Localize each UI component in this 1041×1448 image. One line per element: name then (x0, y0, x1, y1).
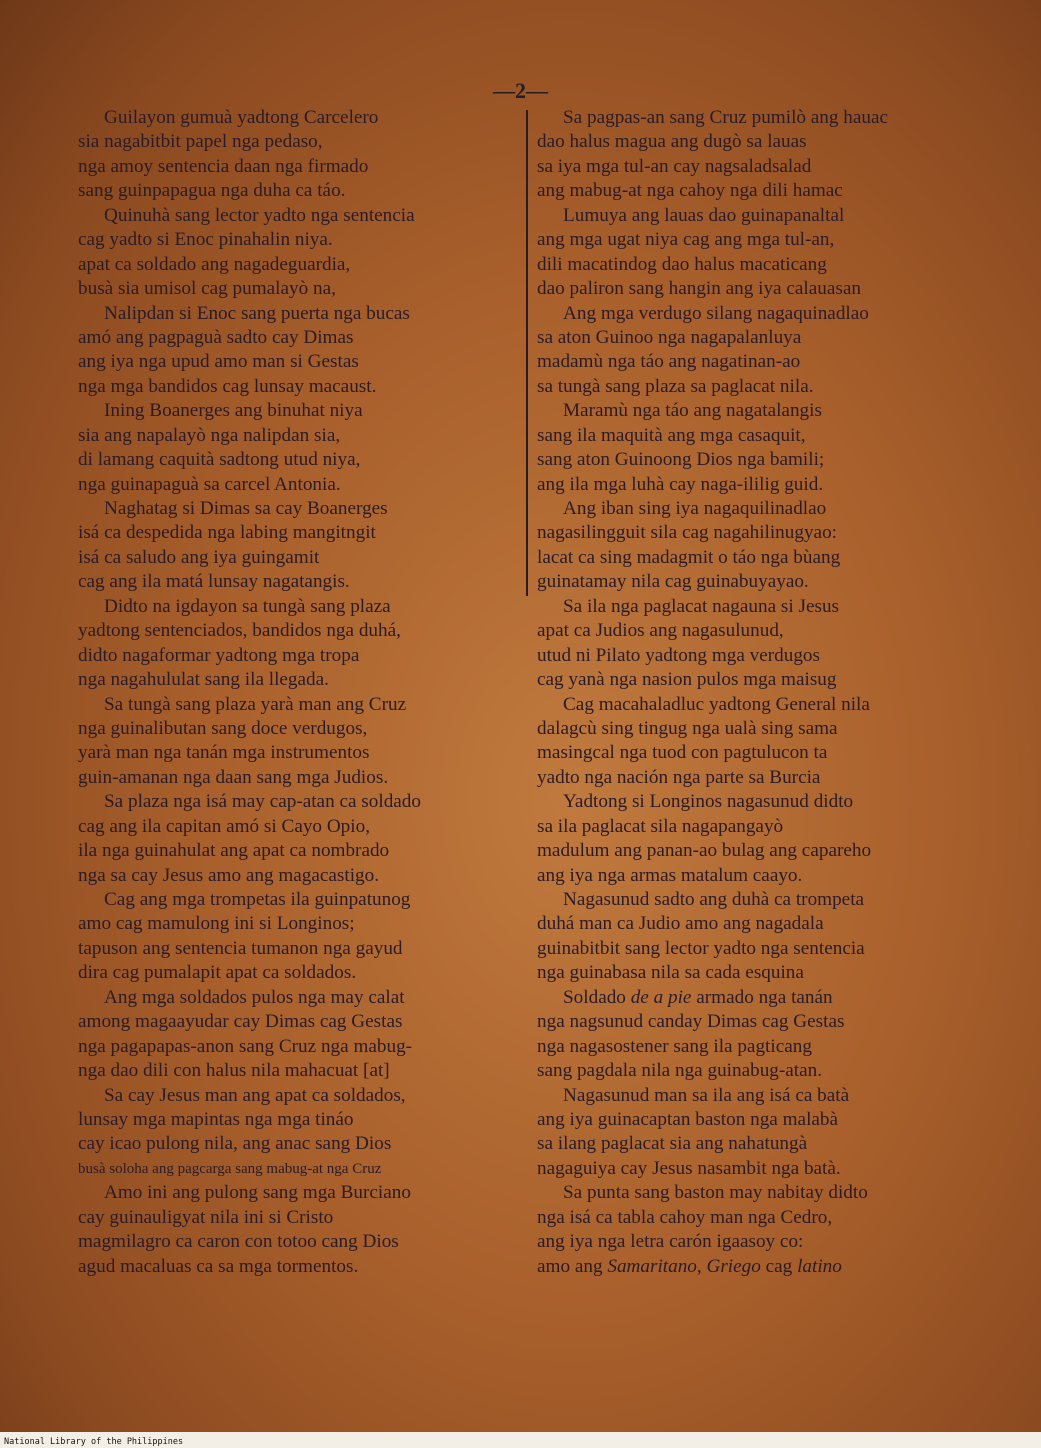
column-divider (526, 110, 528, 596)
text-line: Nagasunud man sa ila ang isá ca batà (563, 1084, 850, 1106)
text-line: nga nagahululat sang ila llegada. (78, 669, 329, 691)
text-line: utud ni Pilato yadtong mga verdugos (537, 644, 820, 666)
text-line: ang iya nga letra carón igaasoy co: (537, 1231, 804, 1253)
text-line: nga nagasostener sang ila pagticang (537, 1035, 812, 1057)
text-line: madulum ang panan-ao bulag ang capareho (537, 840, 872, 862)
text-line: cag ang ila capitan amó si Cayo Opio, (78, 815, 370, 837)
text-line: apat ca Judios ang nagasulunud, (537, 620, 784, 642)
text-line: agud macaluas ca sa mga tormentos. (78, 1255, 359, 1277)
text-line: yarà man nga tanán mga instrumentos (78, 742, 370, 764)
text-line: Ang iban sing iya nagaquilinadlao (563, 498, 827, 519)
text-line: sang guinpapagua nga duha ca táo. (78, 180, 346, 202)
text-line: Quinuhà sang lector yadto nga sentencia (104, 204, 415, 226)
left-column (78, 106, 523, 1279)
text-line: ang ila mga luhà cay naga-ililig guid. (537, 473, 824, 495)
text-line: guinabitbit sang lector yadto nga sentencia (537, 937, 865, 959)
text-line: nga nagsunud canday Dimas cag Gestas (537, 1011, 845, 1033)
text-line: sa aton Guinoo nga nagapalanluya (537, 326, 802, 348)
text-line: Ang mga soldados pulos nga may calat (104, 986, 405, 1008)
page-number: —2— (493, 78, 548, 103)
text-line: nagaguiya cay Jesus nasambit nga batà. (537, 1157, 841, 1179)
text-line: Nagasunud sadto ang duhà ca trompeta (563, 889, 865, 910)
text-line: cag yanà nga nasion pulos mga maisug (537, 669, 837, 691)
text-line: nga dao dili con halus nila mahacuat [at] (78, 1060, 390, 1082)
text-line: Sa plaza nga isá may cap-atan ca soldado (104, 791, 421, 813)
text-line: Soldado de a pie armado nga tanán (563, 986, 833, 1008)
text-line: amo cag mamulong ini si Longinos; (78, 913, 355, 935)
text-line: cay guinauligyat nila ini si Cristo (78, 1206, 334, 1228)
text-line: lacat ca sing madagmit o táo nga bùang (537, 546, 841, 568)
library-footer: National Library of the Philippines (4, 1437, 184, 1447)
text-line: madamù nga táo ang nagatinan-ao (537, 351, 801, 373)
text-line: isá ca saludo ang iya guingamit (78, 546, 320, 568)
text-line: sa ila paglacat sila nagapangayò (537, 815, 784, 837)
text-line: cay icao pulong nila, ang anac sang Dios (78, 1133, 392, 1155)
text-line: nagasilingguit sila cag nagahilinugyao: (537, 522, 838, 544)
text-line: Ining Boanerges ang binuhat niya (104, 400, 363, 422)
text-line: yadtong sentenciados, bandidos nga duhá, (78, 620, 401, 642)
text-line: Sa cay Jesus man ang apat ca soldados, (104, 1084, 406, 1106)
text-line: amo ang Samaritano, Griego cag latino (537, 1255, 842, 1277)
text-line: dao halus magua ang dugò sa lauas (537, 131, 807, 153)
text-line: Sa punta sang baston may nabitay didto (563, 1182, 868, 1204)
text-line: cag ang ila matá lunsay nagatangis. (78, 571, 350, 593)
text-line: ang mga ugat niya cag ang mga tul-an, (537, 229, 835, 251)
text-line: isá ca despedida nga labing mangitngit (78, 522, 376, 544)
text-line: Sa pagpas-an sang Cruz pumilò ang hauac (563, 107, 889, 128)
text-line: nga amoy sentencia daan nga firmado (78, 155, 369, 177)
text-line: ila nga guinahulat ang apat ca nombrado (78, 840, 390, 862)
text-line: among magaayudar cay Dimas cag Gestas (78, 1011, 403, 1033)
text-line: amó ang pagpaguà sadto cay Dimas (78, 326, 354, 348)
text-line: sa iya mga tul-an cay nagsaladsalad (537, 155, 812, 177)
text-line: di lamang caquità sadtong utud niya, (78, 449, 361, 471)
text-line: Cag ang mga trompetas ila guinpatunog (104, 889, 411, 910)
text-line: guinatamay nila cag guinabuyayao. (537, 571, 809, 593)
right-column (537, 106, 957, 1279)
text-line: busà soloha ang pagcarga sang mabug-at nga Cruz (78, 1160, 382, 1177)
text-line: Didto na igdayon sa tungà sang plaza (104, 595, 391, 617)
text-line: sia ang napalayò nga nalipdan sia, (78, 424, 341, 446)
text-line: ang iya nga armas matalum caayo. (537, 864, 803, 886)
text-line: apat ca soldado ang nagadeguardia, (78, 253, 351, 275)
text-line: ang iya nga upud amo man si Gestas (78, 351, 359, 373)
text-line: nga guinalibutan sang doce verdugos, (78, 717, 368, 739)
text-line: nga guinabasa nila sa cada esquina (537, 962, 804, 984)
text-line: sang aton Guinoong Dios nga bamili; (537, 449, 825, 471)
text-line: nga guinapaguà sa carcel Antonia. (78, 473, 341, 495)
text-line: masingcal nga tuod con pagtulucon ta (537, 742, 828, 764)
text-line: sa ilang paglacat sia ang nahatungà (537, 1133, 808, 1155)
text-line: sa tungà sang plaza sa paglacat nila. (537, 375, 814, 397)
text-line: nga isá ca tabla cahoy man nga Cedro, (537, 1206, 833, 1228)
text-line: lunsay mga mapintas nga mga tináo (78, 1108, 354, 1130)
text-line: dao paliron sang hangin ang iya calauasan (537, 278, 861, 300)
text-line: nga mga bandidos cag lunsay macaust. (78, 375, 377, 397)
text-line: dili macatindog dao halus macaticang (537, 253, 827, 275)
text-line: guin-amanan nga daan sang mga Judios. (78, 766, 389, 788)
text-line: sang ila maquità ang mga casaquit, (537, 424, 806, 446)
text-line: nga pagapapas-anon sang Cruz nga mabug- (78, 1035, 413, 1057)
text-line: Nalipdan si Enoc sang puerta nga bucas (104, 302, 410, 324)
text-line: Guilayon gumuà yadtong Carcelero (104, 107, 379, 128)
text-line: dalagcù sing tingug nga ualà sing sama (537, 717, 838, 739)
text-line: yadto nga nación nga parte sa Burcia (537, 766, 821, 788)
text-line: sang pagdala nila nga guinabug-atan. (537, 1060, 823, 1082)
text-line: Sa ila nga paglacat nagauna si Jesus (563, 595, 839, 617)
text-line: Yadtong si Longinos nagasunud didto (563, 791, 854, 813)
text-line: busà sia umisol cag pumalayò na, (78, 278, 336, 300)
text-line: Sa tungà sang plaza yarà man ang Cruz (104, 693, 407, 715)
text-line: ang iya guinacaptan baston nga malabà (537, 1108, 839, 1130)
text-line: dira cag pumalapit apat ca soldados. (78, 962, 357, 984)
text-line: duhá man ca Judio amo ang nagadala (537, 913, 824, 935)
text-line: cag yadto si Enoc pinahalin niya. (78, 229, 333, 251)
text-line: sia nagabitbit papel nga pedaso, (78, 131, 323, 153)
text-line: Ang mga verdugo silang nagaquinadlao (563, 302, 869, 324)
text-line: didto nagaformar yadtong mga tropa (78, 644, 360, 666)
text-line: tapuson ang sentencia tumanon nga gayud (78, 937, 403, 959)
text-line: Naghatag si Dimas sa cay Boanerges (104, 498, 388, 519)
text-line: nga sa cay Jesus amo ang magacastigo. (78, 864, 380, 886)
text-line: Lumuya ang lauas dao guinapanaltal (563, 204, 845, 226)
text-line: ang mabug-at nga cahoy nga dili hamac (537, 180, 843, 202)
text-line: magmilagro ca caron con totoo cang Dios (78, 1231, 399, 1253)
text-line: Maramù nga táo ang nagatalangis (563, 400, 822, 422)
text-line: Cag macahaladluc yadtong General nila (563, 693, 870, 715)
text-line: Amo ini ang pulong sang mga Burciano (104, 1182, 411, 1204)
